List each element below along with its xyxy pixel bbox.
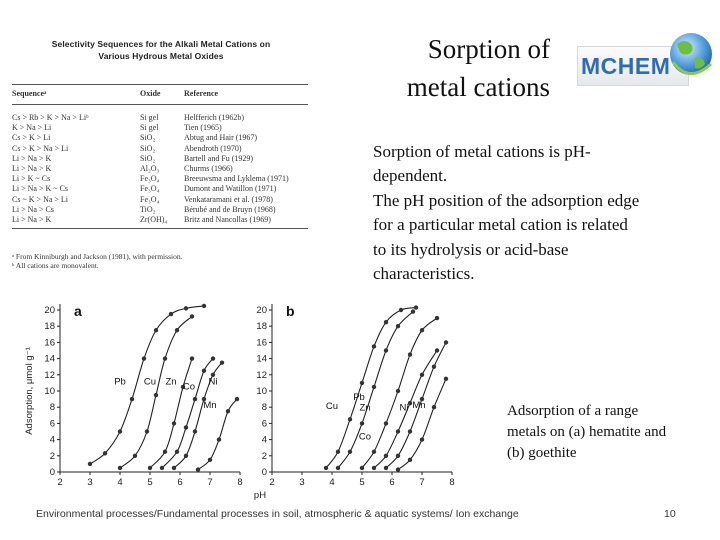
data-point-ni xyxy=(193,429,197,433)
table-cell-oxide: Fe₃O₄ xyxy=(140,174,160,184)
table-cell-oxide: Zr(OH)₄ xyxy=(140,214,168,224)
data-point-ni xyxy=(220,360,224,364)
table-cell-reference: Churms (1966) xyxy=(184,163,233,173)
y-tick-label: 6 xyxy=(49,418,55,430)
x-tick-label: 8 xyxy=(237,477,243,488)
series-label-mn: Mn xyxy=(412,400,426,412)
data-point-co xyxy=(175,450,179,454)
data-point-pb xyxy=(360,421,364,425)
table-title-line-1: Selectivity Sequences for the Alkali Metal Cations on xyxy=(51,39,271,49)
data-point-zn xyxy=(396,389,400,393)
data-point-mn xyxy=(217,437,221,441)
data-point-zn xyxy=(384,421,388,425)
table-header-oxide: Oxide xyxy=(140,89,161,98)
data-point-pb xyxy=(372,385,376,389)
table-row xyxy=(12,164,308,174)
body-line: The pH position of the adsorption edge xyxy=(373,190,640,210)
series-label-ni: Ni xyxy=(208,376,218,388)
x-tick-label: 5 xyxy=(359,477,365,488)
table-cell-oxide: SiO₂ xyxy=(140,133,156,143)
data-point-co xyxy=(211,356,215,360)
table-row xyxy=(12,184,308,194)
table-body xyxy=(12,113,308,225)
table-cell-sequence: Cs ~ K > Na > Li xyxy=(12,194,69,204)
data-point-pb xyxy=(396,324,400,328)
globe-icon xyxy=(669,14,720,94)
table-row xyxy=(12,215,308,225)
data-point-mn xyxy=(235,397,239,401)
table-row xyxy=(12,123,308,133)
data-point-co xyxy=(184,425,188,429)
data-point-mn xyxy=(420,437,424,441)
y-tick-label: 4 xyxy=(49,434,55,446)
data-point-pb xyxy=(202,304,206,308)
table-cell-reference: Tien (1965) xyxy=(184,123,222,133)
series-label-mn: Mn xyxy=(203,400,217,412)
data-point-cu xyxy=(118,466,122,470)
table-cell-sequence: Li > Na > K xyxy=(12,163,52,173)
footer-text: Environmental processes/Fundamental processes in soil, atmospheric & aquatic systems/ Ion exchange xyxy=(36,508,519,520)
data-point-pb xyxy=(184,306,188,310)
data-point-ni xyxy=(384,466,388,470)
y-tick-label: 0 xyxy=(49,467,55,478)
data-point-pb xyxy=(348,450,352,454)
series-label-cu: Cu xyxy=(325,400,339,412)
data-point-pb xyxy=(88,462,92,466)
table-cell-reference: Dumont and Watillon (1971) xyxy=(184,184,277,194)
data-point-zn xyxy=(408,352,412,356)
data-point-co xyxy=(396,429,400,433)
table-row xyxy=(12,144,308,154)
x-tick-label: 4 xyxy=(329,477,335,488)
table-cell-reference: Abtug and Hair (1967) xyxy=(184,133,258,143)
y-tick-label: 2 xyxy=(261,450,267,462)
table-cell-sequence: K > Na > Li xyxy=(12,123,52,133)
data-point-mn xyxy=(444,377,448,381)
y-tick-label: 14 xyxy=(256,353,267,365)
body-line: characteristics. xyxy=(373,264,475,284)
table-cell-reference: Venkataramani et al. (1978) xyxy=(184,194,273,204)
data-point-ni xyxy=(172,466,176,470)
series-label-cu: Cu xyxy=(143,376,157,388)
data-point-cu xyxy=(324,466,328,470)
table-title-line-2: Various Hydrous Metal Oxides xyxy=(98,51,224,61)
body-line: Sorption of metal cations is pH- xyxy=(373,142,591,161)
table-cell-oxide: SiO₂ xyxy=(140,153,156,163)
series-line-zn xyxy=(362,318,437,468)
body-line: to its hydrolysis or acid-base xyxy=(373,239,569,259)
y-tick-label: 12 xyxy=(44,369,55,381)
caption-line: metals on (a) hematite and xyxy=(507,424,667,440)
table-row xyxy=(12,205,308,215)
data-point-cu xyxy=(384,320,388,324)
series-label-co: Co xyxy=(358,431,372,443)
y-tick-label: 18 xyxy=(256,321,267,333)
body-text xyxy=(373,140,708,286)
table-cell-oxide: Al₂O₃ xyxy=(140,163,160,173)
data-point-zn xyxy=(163,450,167,454)
x-tick-label: 3 xyxy=(87,477,93,488)
mchem-logo xyxy=(577,10,713,100)
x-tick-label: 7 xyxy=(419,477,425,488)
data-point-cu xyxy=(175,328,179,332)
data-point-cu xyxy=(145,429,149,433)
table-row xyxy=(12,113,308,123)
table-footnotes xyxy=(12,252,314,270)
y-tick-label: 20 xyxy=(256,305,267,316)
logo-text: MCHEM xyxy=(581,53,671,79)
table-cell-reference: Abendroth (1970) xyxy=(184,143,242,153)
table-row xyxy=(12,154,308,164)
selectivity-table xyxy=(8,30,314,280)
x-tick-label: 6 xyxy=(389,477,395,488)
y-tick-label: 4 xyxy=(261,434,267,446)
table-row xyxy=(12,195,308,205)
y-tick-label: 6 xyxy=(261,418,267,430)
series-label-zn: Zn xyxy=(359,402,371,414)
series-label-co: Co xyxy=(182,381,196,393)
y-tick-label: 8 xyxy=(49,402,55,414)
data-point-mn xyxy=(432,405,436,409)
series-label-pb: Pb xyxy=(114,376,126,388)
series-line-pb xyxy=(338,312,413,468)
data-point-ni xyxy=(444,340,448,344)
caption-line: (b) goethite xyxy=(507,445,577,461)
table-header-reference: Reference xyxy=(184,89,219,98)
x-axis-label: pH xyxy=(253,490,267,501)
data-point-co xyxy=(420,373,424,377)
table-rule-top xyxy=(12,84,308,85)
y-tick-label: 18 xyxy=(44,321,55,333)
data-point-pb xyxy=(118,429,122,433)
table-cell-sequence: Cs > K > Li xyxy=(12,133,51,143)
caption-line: Adsorption of a range xyxy=(507,403,639,419)
table-row xyxy=(12,133,308,143)
table-footnote-b: ᵇ All cations are monovalent. xyxy=(12,261,99,270)
table-cell-reference: Bérubé and de Bruyn (1968) xyxy=(184,204,276,214)
data-point-pb xyxy=(411,309,415,313)
data-point-pb xyxy=(154,328,158,332)
data-point-co xyxy=(435,348,439,352)
x-tick-label: 2 xyxy=(57,477,63,488)
y-tick-label: 10 xyxy=(256,386,267,397)
table-cell-oxide: Fe₃O₄ xyxy=(140,184,160,194)
data-point-zn xyxy=(148,466,152,470)
table-cell-reference: Bartell and Fu (1929) xyxy=(184,153,254,163)
table-cell-reference: Helfferich (1962b) xyxy=(184,113,245,122)
data-point-co xyxy=(384,454,388,458)
body-line: dependent. xyxy=(373,166,448,186)
x-tick-label: 4 xyxy=(117,477,123,488)
data-point-cu xyxy=(154,393,158,397)
adsorption-charts xyxy=(20,290,490,502)
data-point-ni xyxy=(408,429,412,433)
y-tick-label: 16 xyxy=(256,337,267,349)
data-point-pb xyxy=(169,312,173,316)
y-tick-label: 12 xyxy=(256,369,267,381)
data-point-mn xyxy=(408,458,412,462)
table-footnote-a: ᵃ From Kinniburgh and Jackson (1981), with permission. xyxy=(12,252,183,261)
table-cell-sequence: Li > Na > K xyxy=(12,153,52,163)
x-tick-label: 8 xyxy=(449,477,455,488)
data-point-ni xyxy=(432,365,436,369)
series-label-zn: Zn xyxy=(165,376,177,388)
series-line-zn xyxy=(150,359,192,468)
panel-label: b xyxy=(286,303,295,319)
body-line: for a particular metal cation is related xyxy=(373,215,628,235)
table-row xyxy=(12,174,308,184)
slide-title-line-2: metal cations xyxy=(406,72,550,102)
table-cell-oxide: Si gel xyxy=(140,123,159,133)
data-point-cu xyxy=(336,450,340,454)
data-point-mn xyxy=(226,409,230,413)
table-cell-sequence: Cs > Rb > K > Na > Liᵇ xyxy=(12,113,89,122)
table-cell-sequence: Cs > K > Na > Li xyxy=(12,143,69,153)
series-line-cu xyxy=(326,308,416,468)
data-point-mn xyxy=(196,467,200,471)
data-point-co xyxy=(160,466,164,470)
table-rule-bottom xyxy=(12,228,308,229)
panel-label: a xyxy=(74,303,82,319)
series-line-mn xyxy=(398,379,446,470)
data-point-zn xyxy=(372,450,376,454)
table-header-sequence: Sequenceᵃ xyxy=(12,89,47,98)
table-cell-sequence: Li > Na > K xyxy=(12,214,52,224)
figure-caption xyxy=(507,401,707,464)
x-tick-label: 7 xyxy=(207,477,213,488)
data-point-zn xyxy=(360,466,364,470)
data-point-zn xyxy=(435,316,439,320)
table-cell-reference: Britz and Nancollas (1969) xyxy=(184,214,271,224)
slide-title-line-1: Sorption of xyxy=(427,34,550,64)
data-point-ni xyxy=(184,454,188,458)
x-tick-label: 5 xyxy=(147,477,153,488)
data-point-mn xyxy=(208,458,212,462)
data-point-cu xyxy=(360,381,364,385)
data-point-zn xyxy=(420,328,424,332)
data-point-zn xyxy=(190,356,194,360)
x-tick-label: 6 xyxy=(177,477,183,488)
y-tick-label: 2 xyxy=(49,450,55,462)
table-cell-sequence: Li > Na > Cs xyxy=(12,204,54,214)
data-point-cu xyxy=(348,417,352,421)
table-cell-oxide: Fe₃O₄ xyxy=(140,194,160,204)
data-point-pb xyxy=(142,356,146,360)
y-tick-label: 14 xyxy=(44,353,55,365)
y-tick-label: 20 xyxy=(44,305,55,316)
data-point-cu xyxy=(399,308,403,312)
data-point-zn xyxy=(172,421,176,425)
data-point-co xyxy=(193,397,197,401)
data-point-cu xyxy=(414,305,418,309)
data-point-co xyxy=(202,369,206,373)
y-tick-label: 0 xyxy=(261,467,267,478)
data-point-pb xyxy=(130,397,134,401)
data-point-cu xyxy=(133,454,137,458)
data-point-cu xyxy=(190,314,194,318)
y-tick-label: 8 xyxy=(261,402,267,414)
y-axis-label: Adsorption, μmol g⁻¹ xyxy=(24,347,35,435)
table-rule-header xyxy=(12,104,308,105)
slide-title xyxy=(350,30,550,106)
series-label-ni: Ni xyxy=(399,402,409,414)
data-point-mn xyxy=(396,467,400,471)
data-point-cu xyxy=(372,344,376,348)
y-tick-label: 16 xyxy=(44,337,55,349)
table-cell-oxide: Si gel xyxy=(140,113,159,122)
table-cell-reference: Breeuwsma and Lyklema (1971) xyxy=(184,174,289,184)
x-tick-label: 2 xyxy=(269,477,275,488)
y-tick-label: 10 xyxy=(44,386,55,397)
table-cell-oxide: TiO₂ xyxy=(140,204,156,214)
data-point-pb xyxy=(384,348,388,352)
table-cell-sequence: Li > Na > K ~ Cs xyxy=(12,184,69,194)
data-point-pb xyxy=(103,451,107,455)
data-point-cu xyxy=(163,356,167,360)
data-point-ni xyxy=(396,454,400,458)
series-label-pb: Pb xyxy=(353,391,365,403)
table-cell-oxide: SiO₂ xyxy=(140,143,156,153)
page-number: 10 xyxy=(664,508,676,520)
table-cell-sequence: Li > K ~ Cs xyxy=(12,174,51,184)
x-tick-label: 3 xyxy=(299,477,305,488)
data-point-pb xyxy=(336,466,340,470)
data-point-co xyxy=(372,466,376,470)
